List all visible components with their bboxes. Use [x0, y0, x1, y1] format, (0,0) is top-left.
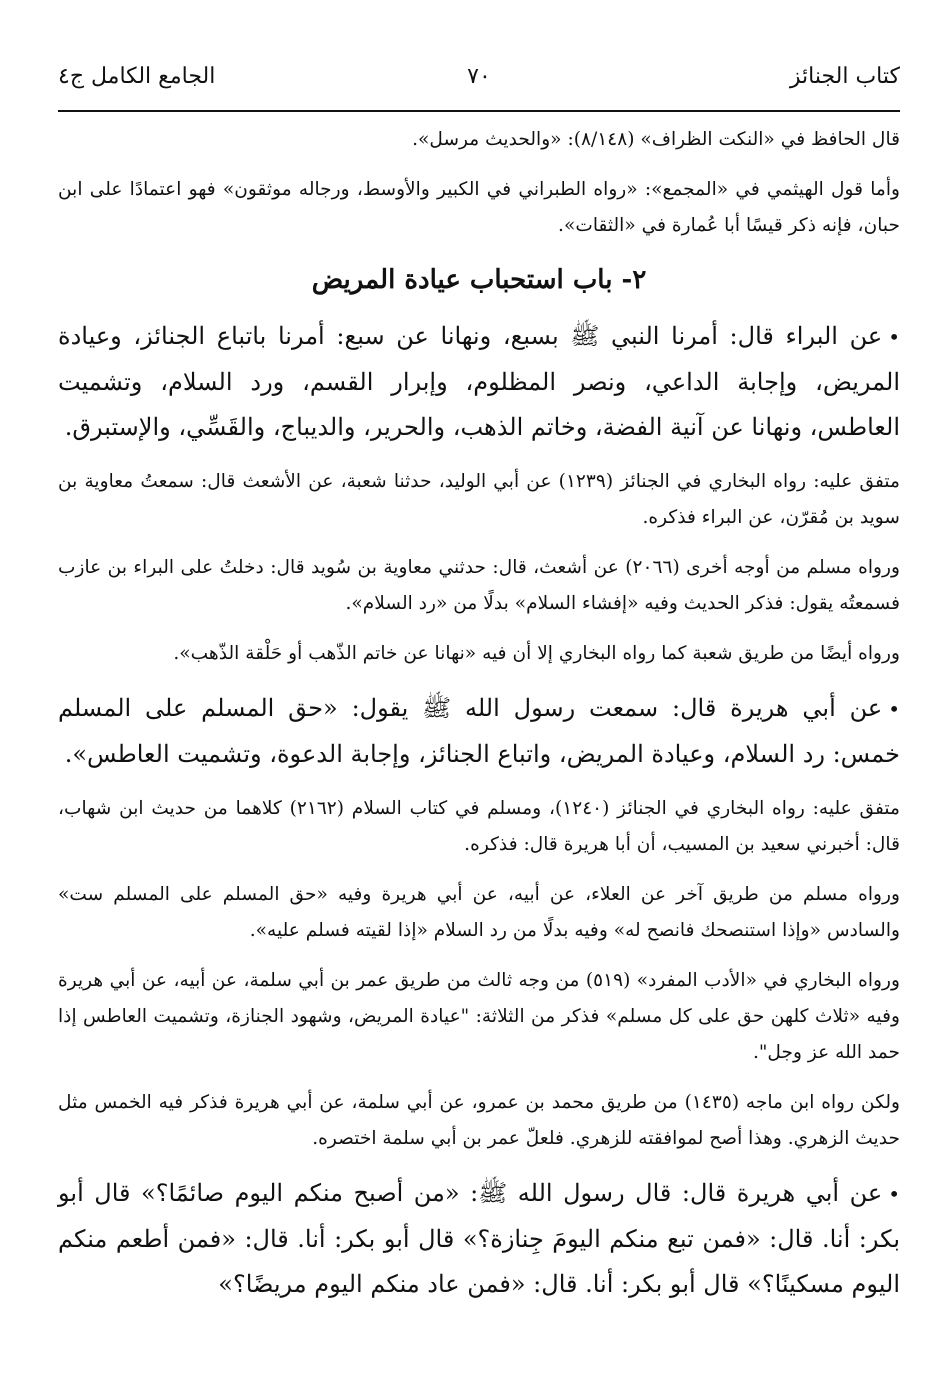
hadith-abu-hurayra-rights	[58, 686, 900, 777]
bullet-icon: •	[888, 1182, 901, 1206]
takhrij-adab-mufrad: ورواه البخاري في «الأدب المفرد» (٥١٩) من وجه ثالث من طريق عمر بن أبي سلمة، عن أبيه، عن أبي هريرة وفيه «ثلاث كلهن حق على كل مسلم» فذكر من الثلاثة: "عيادة المريض، وشهود الجنازة، وتشميت العاطس إذا حمد الله عز وجل".	[58, 970, 900, 1063]
hadith-text: عن أبي هريرة قال: قال رسول الله ﷺ: «من أصبح منكم اليوم صائمًا؟» قال أبو بكر: أنا. قال: «فمن تبع منكم اليومَ جِنازة؟» قال أبو بكر: أنا. قال: «فمن أطعم منكم اليوم مسكينًا؟» قال أبو بكر: أنا. قال: «فمن عاد منكم اليوم مريضًا؟»	[58, 1179, 900, 1298]
takhrij-muslim: ورواه مسلم من أوجه أخرى (٢٠٦٦) عن أشعث، قال: حدثني معاوية بن سُويد قال: دخلتُ على البراء بن عازب فسمعتُه يقول: فذكر الحديث وفيه «إفشاء السلام» بدلًا من «رد السلام».	[58, 557, 900, 614]
paragraph-hafiz-quote: قال الحافظ في «النكت الظراف» (٨/١٤٨): «والحديث مرسل».	[412, 129, 900, 150]
page-number: ٧٠	[467, 64, 491, 89]
takhrij-agreed: متفق عليه: رواه البخاري في الجنائز (١٢٤٠)، ومسلم في كتاب السلام (٢١٦٢) كلاهما من حديث ابن شهاب، قال: أخبرني سعيد بن المسيب، أن أبا هريرة قال: فذكره.	[58, 798, 901, 855]
takhrij-bukhari: متفق عليه: رواه البخاري في الجنائز (١٢٣٩) عن أبي الوليد، حدثنا شعبة، عن الأشعث قال: سمعتُ معاوية بن سويد بن مُقرّن، عن البراء فذكره.	[58, 471, 900, 528]
hadith-abu-hurayra-fasting	[58, 1171, 900, 1307]
chapter-heading: ٢- باب استحباب عيادة المريض	[311, 265, 647, 295]
book-section-title: كتاب الجنائز	[789, 64, 900, 89]
paragraph-haythami: وأما قول الهيثمي في «المجمع»: «رواه الطبراني في الكبير والأوسط، ورجاله موثقون» فهو اعتمادًا على ابن حبان، فإنه ذكر قيسًا أبا عُمارة في «الثقات».	[58, 179, 900, 236]
bullet-icon: •	[888, 325, 900, 349]
hadith-text: عن أبي هريرة قال: سمعت رسول الله ﷺ يقول: «حق المسلم على المسلم خمس: رد السلام، وعيادة المريض، واتباع الجنائز، وإجابة الدعوة، وتشميت العاطس».	[58, 694, 900, 768]
takhrij-shuba: ورواه أيضًا من طريق شعبة كما رواه البخاري إلا أن فيه «نهانا عن خاتم الذّهب أو حَلْقة الذّهب».	[173, 643, 900, 664]
takhrij-muslim-ala: ورواه مسلم من طريق آخر عن العلاء، عن أبيه، عن أبي هريرة وفيه «حق المسلم على المسلم ست» والسادس «وإذا استنصحك فانصح له» وفيه بدلًا من رد السلام «إذا لقيته فسلم عليه».	[58, 884, 900, 941]
bullet-icon: •	[888, 697, 900, 721]
hadith-text: عن البراء قال: أمرنا النبي ﷺ بسبع، ونهانا عن سبع: أمرنا باتباع الجنائز، وعيادة المريض، وإجابة الداعي، ونصر المظلوم، وإبرار القسم، ورد السلام، وتشميت العاطس، ونهانا عن آنية الفضة، وخاتم الذهب، والحرير، والديباج، والقَسِّي، والإستبرق.	[58, 322, 900, 441]
header-divider	[58, 110, 900, 112]
book-title: الجامع الكامل ج٤	[58, 64, 216, 89]
running-header	[58, 50, 900, 110]
hadith-bara	[58, 314, 900, 450]
takhrij-ibn-majah: ولكن رواه ابن ماجه (١٤٣٥) من طريق محمد بن عمرو، عن أبي سلمة، عن أبي هريرة فذكر فيه الخمس مثل حديث الزهري. وهذا أصح لموافقته للزهري. فلعلّ عمر بن أبي سلمة اختصره.	[58, 1092, 901, 1149]
